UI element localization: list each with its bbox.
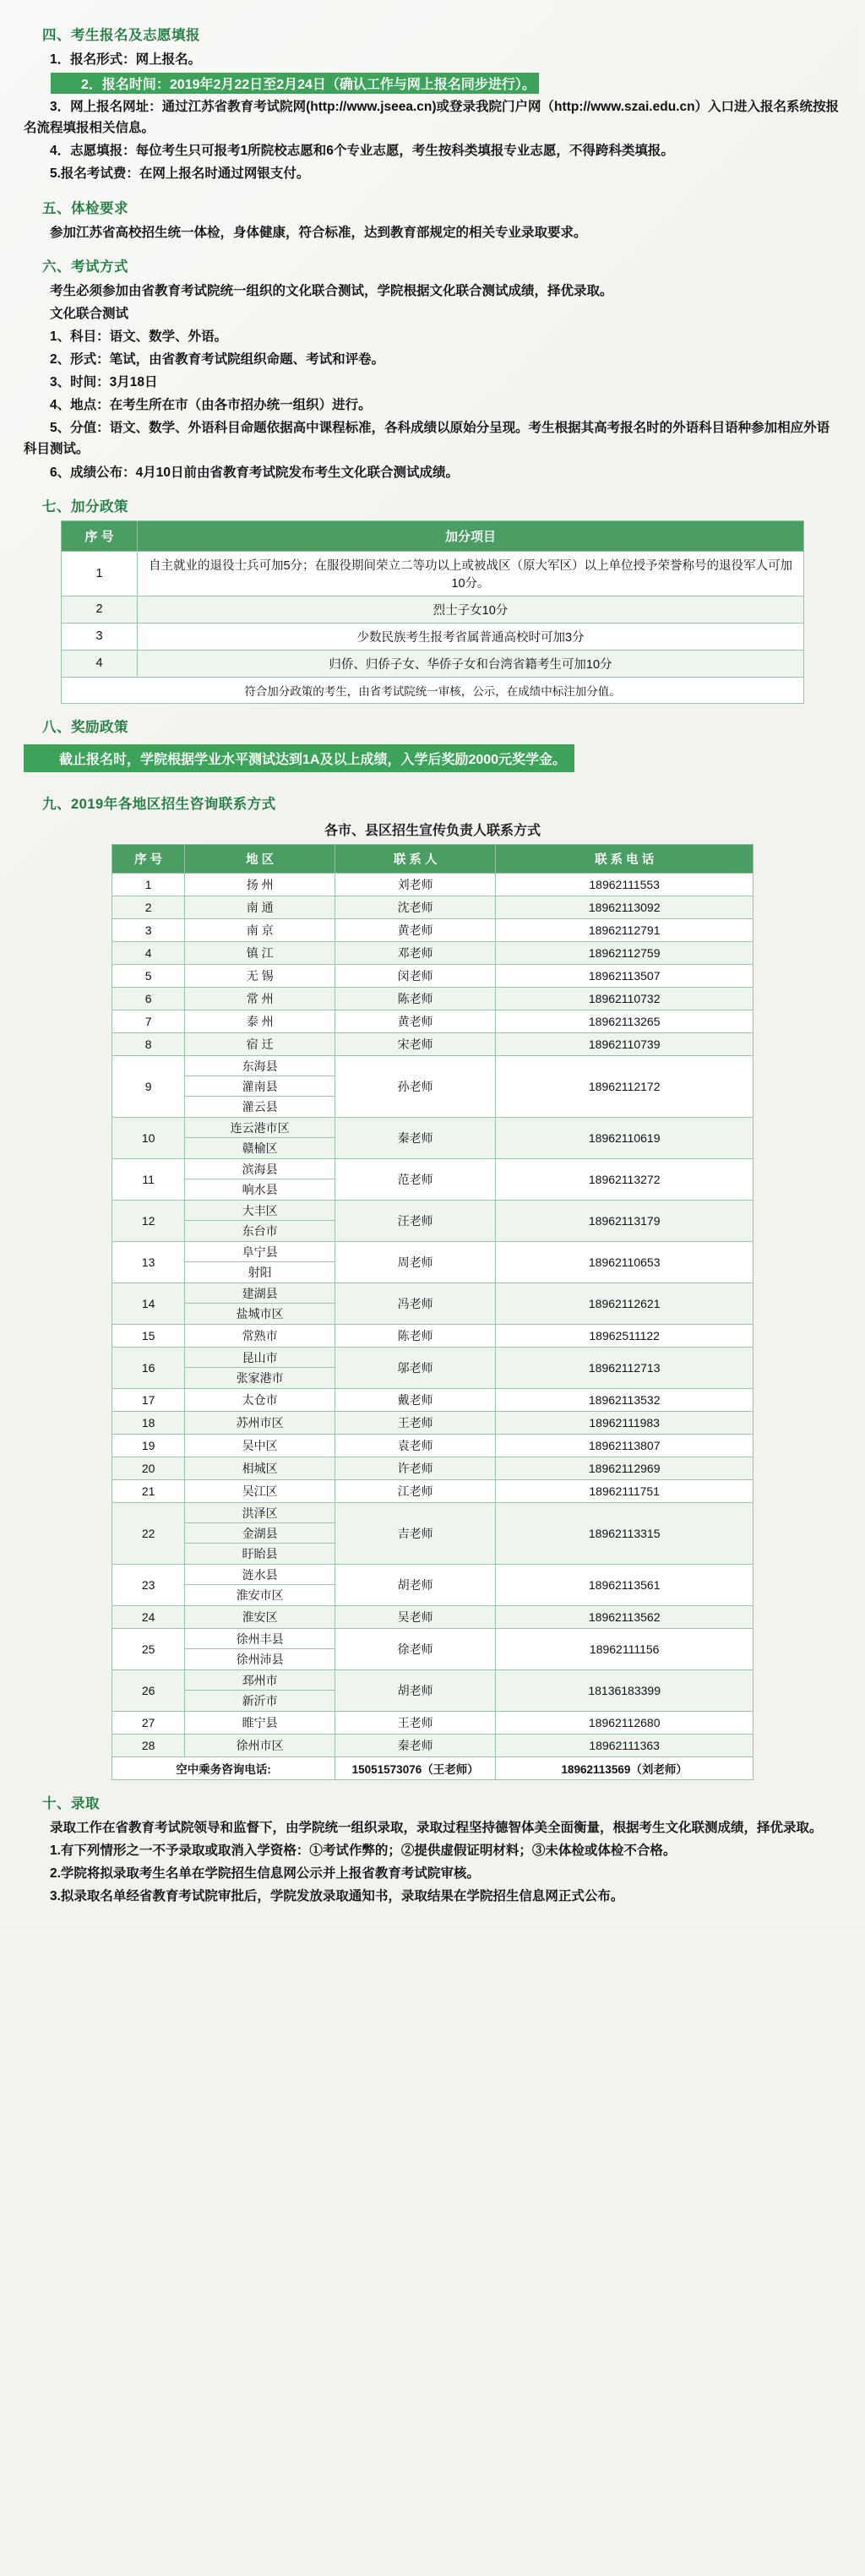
paragraph: 考生必须参加由省教育考试院统一组织的文化联合测试，学院根据文化联合测试成绩，择优录取。 [50,283,613,298]
cell-person: 汪老师 [335,1200,495,1241]
cell-area: 吴中区 [185,1434,335,1457]
cell-area: 宿 迁 [185,1032,335,1055]
cell-phone: 18962112680 [496,1711,753,1734]
table-header-row [62,520,804,551]
cell-phone: 18962113507 [496,964,753,987]
cell-phone: 18962113315 [496,1502,753,1564]
table-row [112,1734,753,1756]
cell-area-line: 昆山市 [185,1348,335,1368]
cell-area: 扬 州 [185,873,335,896]
cell-phone: 18962110653 [496,1241,753,1283]
cell-phone: 18962112713 [496,1347,753,1388]
cell-person: 冯老师 [335,1283,495,1324]
paragraph: 1．报名形式：网上报名。 [50,52,202,67]
cell-area [185,1347,335,1388]
cell-area [185,1502,335,1564]
section-title-10: 十、录取 [42,1795,100,1811]
cell-area-line: 大丰区 [185,1201,335,1221]
table-row [112,987,753,1010]
cell-index: 19 [112,1434,185,1457]
cell-phone: 18962113179 [496,1200,753,1241]
cell-area: 南 通 [185,896,335,918]
table-row [112,1669,753,1711]
award-banner: 截止报名时，学院根据学业水平测试达到1A及以上成绩，入学后奖励2000元奖学金。 [24,744,574,772]
paragraph-highlight [24,73,841,94]
cell-person: 闵老师 [335,964,495,987]
contact-footer-row [112,1756,753,1779]
paragraph: 4、地点：在考生所在市（由各市招办统一组织）进行。 [50,398,372,413]
cell-phone: 18136183399 [496,1669,753,1711]
cell-phone: 18962111363 [496,1734,753,1756]
cell-item: 归侨、归侨子女、华侨子女和台湾省籍考生可加10分 [138,650,804,677]
section-title-4: 四、考生报名及志愿填报 [42,28,200,43]
cell-area [185,1669,335,1711]
cell-phone: 18962511122 [496,1324,753,1347]
cell-index: 27 [112,1711,185,1734]
cell-area-line: 东台市 [242,1223,278,1238]
cell-index: 2 [62,596,138,623]
cell-phone: 18962111983 [496,1411,753,1434]
cell-phone: 18962113562 [496,1605,753,1628]
table-row [112,1241,753,1283]
table-row [112,1117,753,1158]
cell-item: 自主就业的退役士兵可加5分；在服役期间荣立二等功以上或被战区（原大军区）以上单位授予荣誉称号的退役军人可加10分。 [138,551,804,596]
column-header-index: 序 号 [112,844,185,873]
cell-area: 太仓市 [185,1388,335,1411]
cell-index: 24 [112,1605,185,1628]
cell-index: 16 [112,1347,185,1388]
footer-value-1: 15051573076（王老师） [335,1756,495,1779]
cell-index: 4 [62,650,138,677]
section-title-6: 六、考试方式 [42,259,128,275]
cell-person: 范老师 [335,1158,495,1200]
paragraph: 4．志愿填报：每位考生只可报考1所院校志愿和6个专业志愿，考生按科类填报专业志愿，不得跨科类填报。 [50,144,674,159]
cell-person: 沈老师 [335,896,495,918]
table-row [112,1411,753,1434]
section-title-9: 九、2019年各地区招生咨询联系方式 [42,796,276,812]
table-row [112,1283,753,1324]
cell-person: 王老师 [335,1411,495,1434]
cell-person: 秦老师 [335,1117,495,1158]
cell-phone: 18962111156 [496,1628,753,1669]
paragraph: 2、形式：笔试，由省教育考试院组织命题、考试和评卷。 [50,351,385,367]
cell-area: 苏州市区 [185,1411,335,1434]
cell-person: 袁老师 [335,1434,495,1457]
cell-index: 28 [112,1734,185,1756]
cell-index: 3 [62,623,138,650]
table-row [112,1200,753,1241]
cell-person: 孙老师 [335,1055,495,1117]
cell-area-line: 射阳 [248,1265,272,1279]
cell-index: 4 [112,941,185,964]
table-note-row [62,677,804,703]
cell-area: 镇 江 [185,941,335,964]
cell-index: 2 [112,896,185,918]
cell-index: 13 [112,1241,185,1283]
cell-person: 宋老师 [335,1032,495,1055]
cell-index: 6 [112,987,185,1010]
cell-phone: 18962113532 [496,1388,753,1411]
table-row [112,941,753,964]
table-row [112,1324,753,1347]
table-row [62,623,804,650]
cell-phone: 18962110739 [496,1032,753,1055]
cell-area-line: 建湖县 [185,1283,335,1304]
cell-person: 陈老师 [335,987,495,1010]
cell-index: 5 [112,964,185,987]
cell-phone: 18962113272 [496,1158,753,1200]
cell-area: 吴江区 [185,1479,335,1502]
cell-person: 邓老师 [335,941,495,964]
cell-person: 许老师 [335,1457,495,1479]
cell-area-line: 响水县 [242,1182,278,1196]
cell-area-line: 灌南县 [185,1076,335,1097]
cell-phone: 18962112791 [496,918,753,941]
cell-area: 淮安区 [185,1605,335,1628]
cell-area [185,1200,335,1241]
cell-index: 12 [112,1200,185,1241]
table-row [112,1055,753,1117]
table-row [112,1479,753,1502]
column-header-area: 地 区 [185,844,335,873]
cell-phone: 18962113807 [496,1434,753,1457]
contact-table [112,844,753,1780]
cell-person: 黄老师 [335,1010,495,1032]
contact-table-subtitle: 各市、县区招生宣传负责人联系方式 [324,823,541,838]
table-row [112,964,753,987]
cell-phone: 18962113265 [496,1010,753,1032]
cell-phone: 18962112172 [496,1055,753,1117]
cell-person: 徐老师 [335,1628,495,1669]
table-row [62,650,804,677]
cell-person: 刘老师 [335,873,495,896]
table-row [112,896,753,918]
cell-person: 邬老师 [335,1347,495,1388]
cell-index: 25 [112,1628,185,1669]
footer-label: 空中乘务咨询电话: [112,1756,335,1779]
cell-phone: 18962112759 [496,941,753,964]
table-row [112,873,753,896]
column-header-index: 序 号 [62,520,138,551]
cell-index: 10 [112,1117,185,1158]
cell-area [185,1241,335,1283]
cell-index: 26 [112,1669,185,1711]
cell-person: 吴老师 [335,1605,495,1628]
cell-area-line: 连云港市区 [185,1118,335,1138]
paragraph: 3.拟录取名单经省教育考试院审批后，学院发放录取通知书，录取结果在学院招生信息网正式公布。 [50,1888,624,1903]
cell-item: 少数民族考生报考省属普通高校时可加3分 [138,623,804,650]
cell-area-line: 滨海县 [185,1159,335,1179]
cell-area-line: 东海县 [185,1056,335,1076]
table-row [112,1347,753,1388]
cell-area [185,1055,335,1117]
cell-person: 胡老师 [335,1669,495,1711]
cell-phone: 18962111553 [496,873,753,896]
paragraph: 5.报名考试费：在网上报名时通过网银支付。 [50,166,310,182]
table-row [112,1388,753,1411]
cell-index: 18 [112,1411,185,1434]
cell-area-line: 张家港市 [236,1370,284,1385]
cell-area-line: 盱眙县 [242,1546,278,1560]
section-title-5: 五、体检要求 [42,200,128,216]
cell-person: 秦老师 [335,1734,495,1756]
cell-phone: 18962112969 [496,1457,753,1479]
cell-person: 黄老师 [335,918,495,941]
cell-phone: 18962111751 [496,1479,753,1502]
footer-value-2: 18962113569（刘老师） [496,1756,753,1779]
cell-area: 常熟市 [185,1324,335,1347]
bonus-policy-table [61,520,804,704]
cell-index: 11 [112,1158,185,1200]
cell-area-line: 金湖县 [185,1523,335,1544]
cell-index: 7 [112,1010,185,1032]
cell-area-line: 赣榆区 [242,1141,278,1155]
table-row [112,1605,753,1628]
cell-person: 吉老师 [335,1502,495,1564]
table-row [112,1628,753,1669]
cell-index: 1 [112,873,185,896]
table-note: 符合加分政策的考生，由省考试院统一审核，公示，在成绩中标注加分值。 [62,677,804,703]
cell-index: 23 [112,1564,185,1605]
cell-area-line: 灌云县 [242,1099,278,1114]
table-header-row [112,844,753,873]
paragraph: 录取工作在省教育考试院领导和监督下，由学院统一组织录取，录取过程坚持德智体美全面衡量，根据考生文化联测成绩，择优录取。 [50,1820,823,1835]
table-row [112,1457,753,1479]
cell-area-line: 邳州市 [185,1670,335,1691]
section-title-8: 八、奖励政策 [42,719,128,735]
cell-area [185,1158,335,1200]
column-header-phone: 联 系 电 话 [496,844,753,873]
table-row [112,918,753,941]
paragraph: 文化联合测试 [50,306,129,321]
cell-index: 20 [112,1457,185,1479]
cell-phone: 18962110619 [496,1117,753,1158]
cell-index: 1 [62,551,138,596]
cell-person: 周老师 [335,1241,495,1283]
cell-area: 常 州 [185,987,335,1010]
table-row [112,1158,753,1200]
cell-area [185,1564,335,1605]
paragraph: 1、科目：语文、数学、外语。 [50,329,228,344]
table-row [112,1032,753,1055]
cell-area-line: 洪泽区 [185,1503,335,1523]
cell-area-line: 阜宁县 [185,1242,335,1262]
cell-area-line: 盐城市区 [236,1306,284,1321]
cell-person: 江老师 [335,1479,495,1502]
paragraph: 6、成绩公布：4月10日前由省教育考试院发布考生文化联合测试成绩。 [50,465,459,480]
cell-person: 王老师 [335,1711,495,1734]
paragraph: 2.学院将拟录取考生名单在学院招生信息网公示并上报省教育考试院审核。 [50,1865,480,1881]
cell-phone: 18962113092 [496,896,753,918]
table-row [112,1711,753,1734]
cell-index: 21 [112,1479,185,1502]
column-header-item: 加分项目 [138,520,804,551]
cell-phone: 18962113561 [496,1564,753,1605]
table-row [62,596,804,623]
column-header-person: 联 系 人 [335,844,495,873]
cell-area [185,1117,335,1158]
cell-area: 睢宁县 [185,1711,335,1734]
table-row [112,1502,753,1564]
cell-index: 9 [112,1055,185,1117]
cell-index: 8 [112,1032,185,1055]
cell-phone: 18962112621 [496,1283,753,1324]
paragraph: 参加江苏省高校招生统一体检，身体健康，符合标准，达到教育部规定的相关专业录取要求。 [50,225,587,240]
cell-index: 14 [112,1283,185,1324]
cell-person: 陈老师 [335,1324,495,1347]
cell-area: 相城区 [185,1457,335,1479]
cell-area [185,1283,335,1324]
cell-index: 17 [112,1388,185,1411]
table-row [112,1564,753,1605]
cell-area: 泰 州 [185,1010,335,1032]
paragraph: 1.有下列情形之一不予录取或取消入学资格：①考试作弊的；②提供虚假证明材料；③未体检或体检不合格。 [50,1843,677,1858]
cell-phone: 18962110732 [496,987,753,1010]
cell-index: 3 [112,918,185,941]
table-row [112,1010,753,1032]
cell-index: 22 [112,1502,185,1564]
cell-area-line: 淮安市区 [236,1588,284,1602]
cell-area-line: 涟水县 [185,1565,335,1585]
paragraph: 3．网上报名网址：通过江苏省教育考试院网(http://www.jseea.cn)或登录我院门户网（http://www.szai.edu.cn）入口进入报名系统按报名流程填报相关信息。 [24,100,840,136]
cell-person: 戴老师 [335,1388,495,1411]
cell-area: 南 京 [185,918,335,941]
cell-area-line: 徐州丰县 [185,1629,335,1649]
cell-area: 无 锡 [185,964,335,987]
cell-area [185,1628,335,1669]
paragraph: 3、时间：3月18日 [50,375,158,390]
highlight-text: 2．报名时间：2019年2月22日至2月24日（确认工作与网上报名同步进行）。 [51,73,539,94]
cell-person: 胡老师 [335,1564,495,1605]
table-row [62,551,804,596]
cell-area-line: 新沂市 [242,1693,278,1707]
cell-area: 徐州市区 [185,1734,335,1756]
table-row [112,1434,753,1457]
section-title-7: 七、加分政策 [42,498,128,515]
cell-index: 15 [112,1324,185,1347]
cell-item: 烈士子女10分 [138,596,804,623]
paragraph: 5、分值：语文、数学、外语科目命题依据高中课程标准，各科成绩以原始分呈现。考生根据其高考报名时的外语科目语种参加相应外语科目测试。 [24,421,830,457]
cell-area-line: 徐州沛县 [236,1652,284,1666]
